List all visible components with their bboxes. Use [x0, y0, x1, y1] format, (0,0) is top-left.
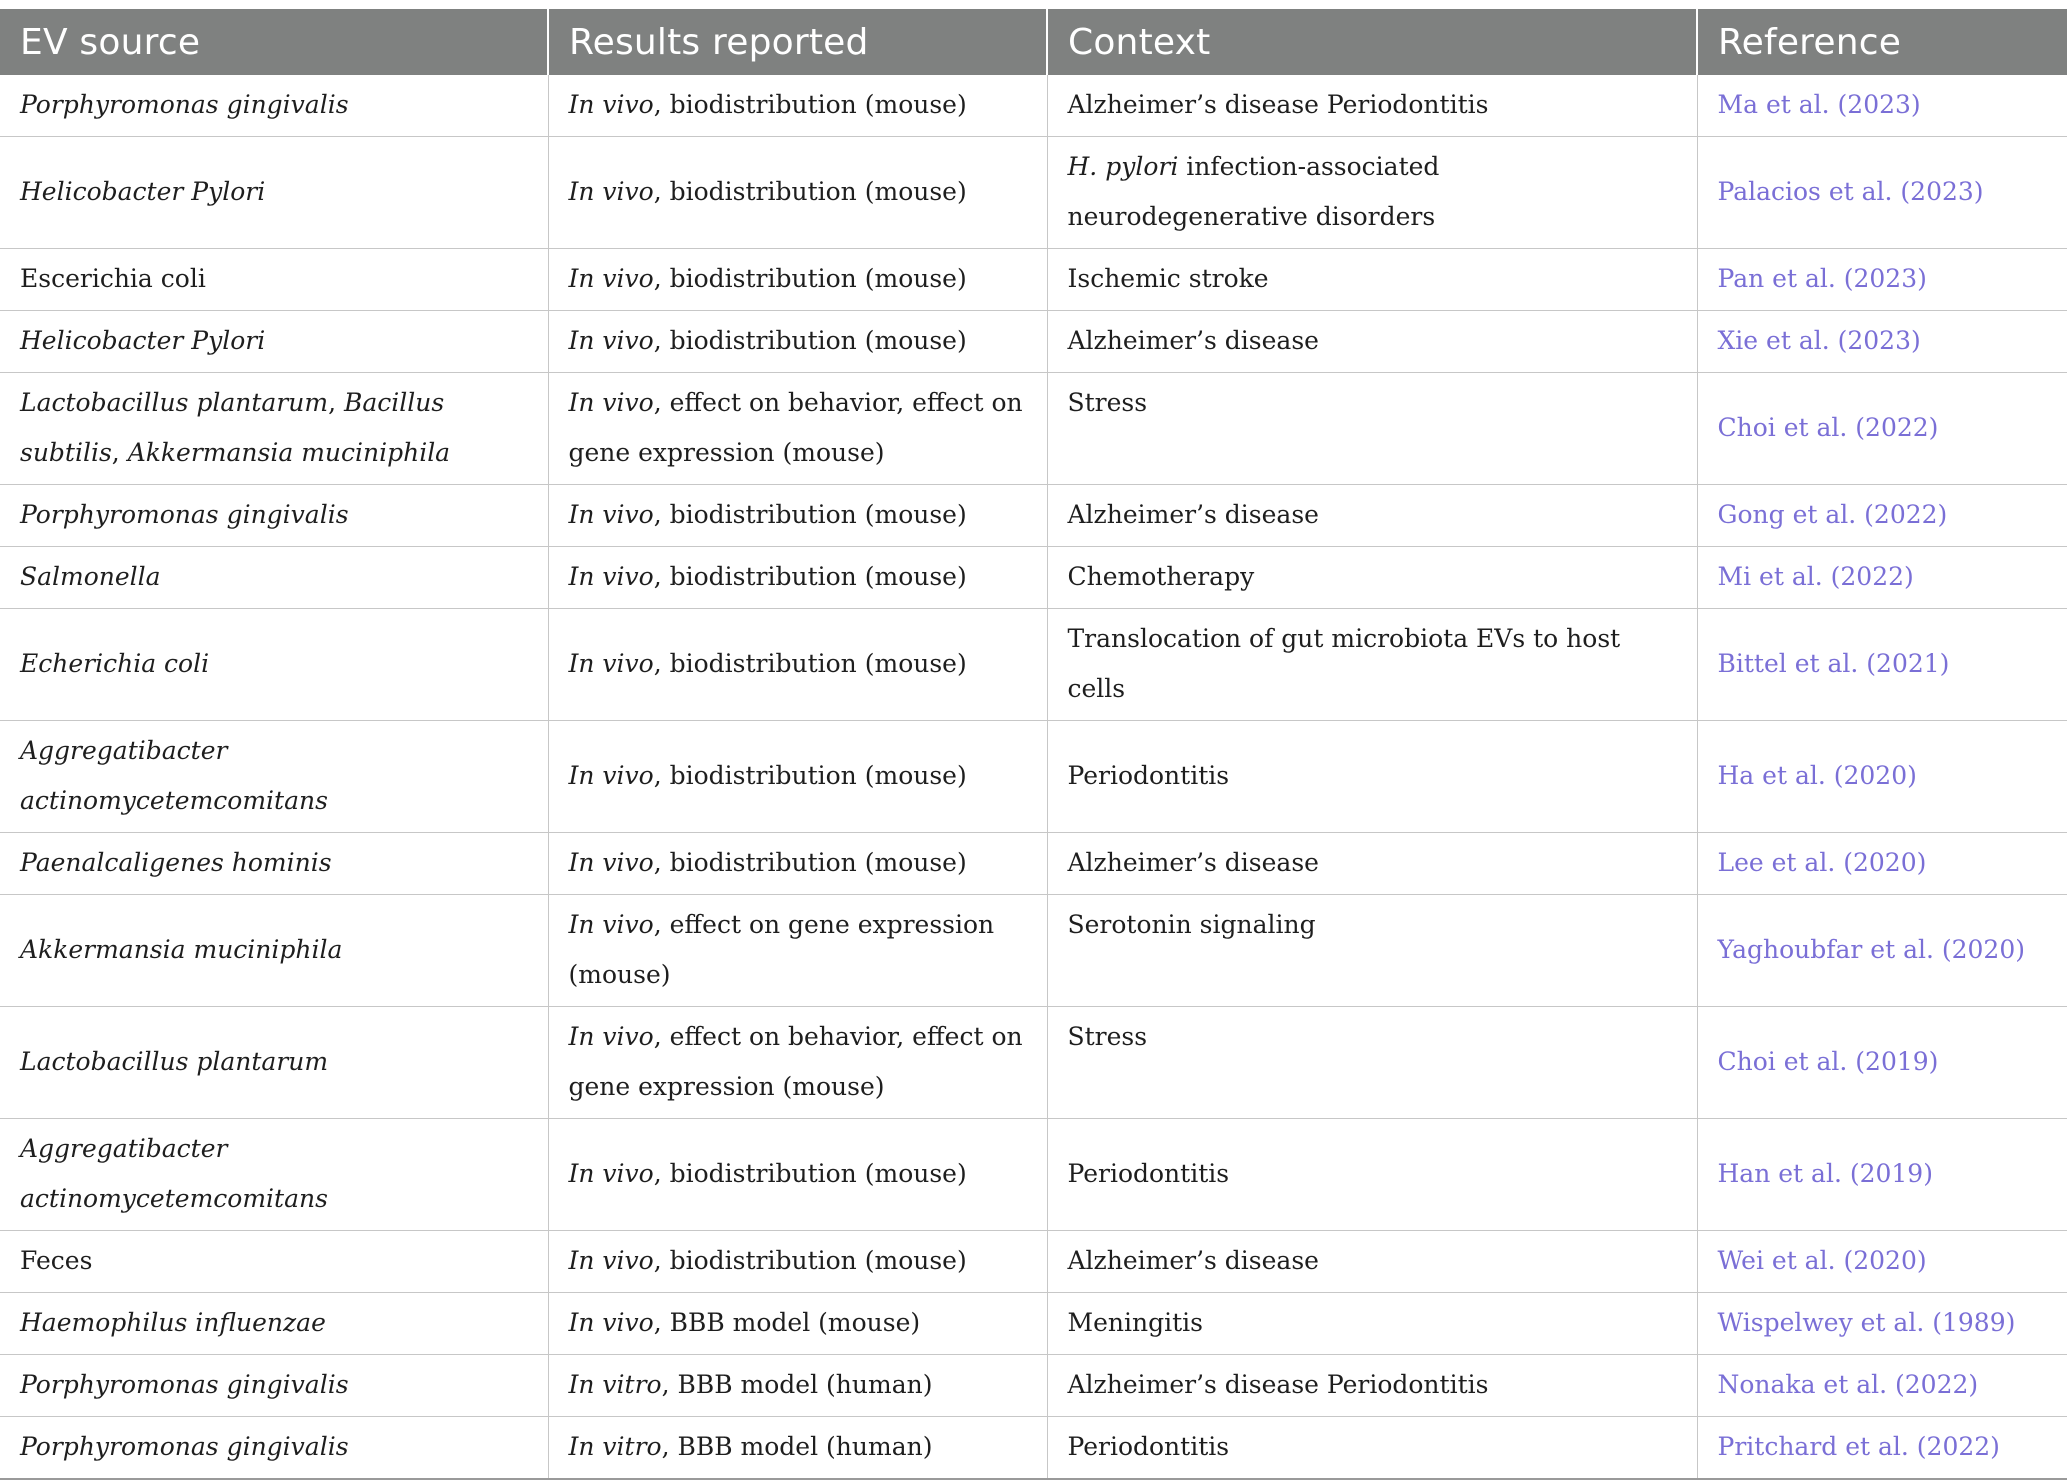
text-segment: In vivo [568, 177, 654, 206]
text-segment: In vivo [568, 264, 654, 293]
column-header-context[interactable]: Context [1047, 9, 1697, 75]
text-segment: Porphyromonas gingivalis [20, 1432, 349, 1461]
text-segment: Lactobacillus plantarum [20, 388, 329, 417]
cell-context [1047, 1417, 1697, 1480]
cell-ev-source [0, 1417, 548, 1480]
text-segment: Stress [1067, 388, 1148, 417]
header-row [0, 9, 2067, 75]
table-row [0, 1355, 2067, 1417]
text-segment: Meningitis [1067, 1308, 1203, 1337]
text-segment: , [328, 388, 344, 417]
text-segment: Alzheimer’s disease Periodontitis [1067, 90, 1489, 119]
text-segment: Porphyromonas gingivalis [20, 500, 349, 529]
table-row [0, 1007, 2067, 1119]
cell-reference [1697, 1417, 2067, 1480]
text-segment: , BBB model (human) [661, 1370, 933, 1399]
table-body [0, 75, 2067, 1479]
cell-results-reported [548, 75, 1047, 137]
text-segment: Alzheimer’s disease [1067, 326, 1319, 355]
text-segment: Porphyromonas gingivalis [20, 1370, 349, 1399]
cell-context [1047, 485, 1697, 547]
cell-ev-source [0, 609, 548, 721]
cell-results-reported [548, 485, 1047, 547]
text-segment: , biodistribution (mouse) [653, 500, 967, 529]
cell-context [1047, 547, 1697, 609]
text-segment: In vivo [568, 90, 654, 119]
reference-link[interactable]: Xie et al. (2023) [1717, 326, 1921, 355]
column-header-ev-source[interactable]: EV source [0, 9, 548, 75]
text-segment: Aggregatibacter actinomycetemcomitans [20, 1134, 328, 1213]
cell-results-reported [548, 311, 1047, 373]
cell-reference [1697, 485, 2067, 547]
reference-link[interactable]: Han et al. (2019) [1717, 1159, 1933, 1188]
cell-results-reported [548, 547, 1047, 609]
cell-ev-source [0, 311, 548, 373]
text-segment: In vivo [568, 910, 654, 939]
text-segment: Paenalcaligenes hominis [20, 848, 332, 877]
reference-link[interactable]: Yaghoubfar et al. (2020) [1717, 935, 2025, 964]
cell-context [1047, 1119, 1697, 1231]
cell-ev-source [0, 895, 548, 1007]
ev-table-container [0, 9, 2067, 1480]
table-row [0, 485, 2067, 547]
text-segment: Feces [20, 1246, 93, 1275]
cell-ev-source [0, 1231, 548, 1293]
text-segment: , biodistribution (mouse) [653, 264, 967, 293]
cell-context [1047, 1293, 1697, 1355]
cell-context [1047, 249, 1697, 311]
cell-results-reported [548, 1293, 1047, 1355]
reference-link[interactable]: Ma et al. (2023) [1717, 90, 1921, 119]
cell-results-reported [548, 137, 1047, 249]
cell-context [1047, 833, 1697, 895]
reference-link[interactable]: Choi et al. (2019) [1717, 1047, 1939, 1076]
table-row [0, 1231, 2067, 1293]
text-segment: In vivo [568, 761, 654, 790]
text-segment: Alzheimer’s disease [1067, 848, 1319, 877]
column-header-results-reported[interactable]: Results reported [548, 9, 1047, 75]
table-row [0, 547, 2067, 609]
cell-reference [1697, 609, 2067, 721]
table-row [0, 249, 2067, 311]
text-segment: , biodistribution (mouse) [653, 761, 967, 790]
table-row [0, 1293, 2067, 1355]
text-segment: In vivo [568, 388, 654, 417]
table-row [0, 833, 2067, 895]
cell-reference [1697, 1007, 2067, 1119]
text-segment: Alzheimer’s disease [1067, 1246, 1319, 1275]
reference-link[interactable]: Bittel et al. (2021) [1717, 649, 1950, 678]
text-segment: Stress [1067, 1022, 1148, 1051]
reference-link[interactable]: Ha et al. (2020) [1717, 761, 1917, 790]
text-segment: , biodistribution (mouse) [653, 326, 967, 355]
text-segment: Akkermansia muciniphila [20, 935, 343, 964]
table-row [0, 75, 2067, 137]
cell-context [1047, 1231, 1697, 1293]
text-segment: , biodistribution (mouse) [653, 90, 967, 119]
text-segment: H. pylori [1067, 152, 1179, 181]
cell-context [1047, 721, 1697, 833]
text-segment: , effect on gene expression (mouse) [568, 910, 995, 989]
text-segment: In vivo [568, 649, 654, 678]
reference-link[interactable]: Pritchard et al. (2022) [1717, 1432, 2000, 1461]
text-segment: In vitro [568, 1370, 662, 1399]
cell-ev-source [0, 1293, 548, 1355]
text-segment: , BBB model (mouse) [653, 1308, 921, 1337]
cell-results-reported [548, 895, 1047, 1007]
text-segment: Periodontitis [1067, 1159, 1230, 1188]
reference-link[interactable]: Wei et al. (2020) [1717, 1246, 1927, 1275]
text-segment: , biodistribution (mouse) [653, 848, 967, 877]
cell-results-reported [548, 1231, 1047, 1293]
text-segment: Haemophilus influenzae [20, 1308, 326, 1337]
reference-link[interactable]: Nonaka et al. (2022) [1717, 1370, 1979, 1399]
cell-context [1047, 609, 1697, 721]
ev-source-table [0, 9, 2067, 1480]
cell-results-reported [548, 249, 1047, 311]
table-row [0, 137, 2067, 249]
text-segment: In vivo [568, 500, 654, 529]
text-segment: Ischemic stroke [1067, 264, 1269, 293]
reference-link[interactable]: Gong et al. (2022) [1717, 500, 1948, 529]
reference-link[interactable]: Pan et al. (2023) [1717, 264, 1927, 293]
table-row [0, 721, 2067, 833]
text-segment: , biodistribution (mouse) [653, 1246, 967, 1275]
cell-results-reported [548, 1119, 1047, 1231]
text-segment: In vivo [568, 562, 654, 591]
cell-ev-source [0, 137, 548, 249]
cell-reference [1697, 721, 2067, 833]
table-row [0, 311, 2067, 373]
cell-reference [1697, 1119, 2067, 1231]
text-segment: Lactobacillus plantarum [20, 1047, 329, 1076]
text-segment: , [111, 438, 128, 467]
text-segment: , biodistribution (mouse) [653, 649, 967, 678]
cell-context [1047, 75, 1697, 137]
cell-ev-source [0, 833, 548, 895]
cell-reference [1697, 1231, 2067, 1293]
text-segment: , BBB model (human) [661, 1432, 933, 1461]
column-header-reference[interactable]: Reference [1697, 9, 2067, 75]
cell-context [1047, 137, 1697, 249]
text-segment: Escerichia coli [20, 264, 206, 293]
cell-ev-source [0, 373, 548, 485]
cell-ev-source [0, 1007, 548, 1119]
cell-results-reported [548, 609, 1047, 721]
cell-results-reported [548, 1355, 1047, 1417]
text-segment: infection-associated neurodegenerative disorders [1067, 152, 1440, 231]
text-segment: Serotonin signaling [1067, 910, 1316, 939]
table-row [0, 1417, 2067, 1480]
text-segment: , effect on behavior, effect on gene expression (mouse) [568, 1022, 1023, 1101]
cell-context [1047, 311, 1697, 373]
cell-results-reported [548, 1007, 1047, 1119]
text-segment: Chemotherapy [1067, 562, 1255, 591]
table-row [0, 1119, 2067, 1231]
text-segment: Porphyromonas gingivalis [20, 90, 349, 119]
text-segment: , biodistribution (mouse) [653, 1159, 967, 1188]
text-segment: In vivo [568, 1308, 654, 1337]
text-segment: Periodontitis [1067, 1432, 1230, 1461]
cell-context [1047, 373, 1697, 485]
reference-link[interactable]: Palacios et al. (2023) [1717, 177, 1984, 206]
cell-results-reported [548, 833, 1047, 895]
text-segment: Alzheimer’s disease [1067, 500, 1319, 529]
cell-reference [1697, 249, 2067, 311]
cell-context [1047, 895, 1697, 1007]
cell-reference [1697, 137, 2067, 249]
cell-results-reported [548, 721, 1047, 833]
text-segment: Echerichia coli [20, 649, 210, 678]
text-segment: Aggregatibacter actinomycetemcomitans [20, 736, 328, 815]
reference-link[interactable]: Lee et al. (2020) [1717, 848, 1927, 877]
cell-ev-source [0, 75, 548, 137]
cell-reference [1697, 311, 2067, 373]
cell-reference [1697, 833, 2067, 895]
text-segment: Salmonella [20, 562, 161, 591]
text-segment: , biodistribution (mouse) [653, 177, 967, 206]
text-segment: Helicobacter Pylori [20, 326, 266, 355]
cell-reference [1697, 1355, 2067, 1417]
text-segment: , biodistribution (mouse) [653, 562, 967, 591]
text-segment: Translocation of gut microbiota EVs to host cells [1067, 624, 1621, 703]
cell-context [1047, 1007, 1697, 1119]
text-segment: , effect on behavior, effect on gene expression (mouse) [568, 388, 1023, 467]
cell-ev-source [0, 547, 548, 609]
table-row [0, 895, 2067, 1007]
text-segment: In vivo [568, 1246, 654, 1275]
text-segment: Bacillus subtilis [20, 388, 445, 467]
cell-reference [1697, 895, 2067, 1007]
cell-ev-source [0, 721, 548, 833]
text-segment: In vitro [568, 1432, 662, 1461]
cell-reference [1697, 373, 2067, 485]
reference-link[interactable]: Choi et al. (2022) [1717, 413, 1939, 442]
cell-context [1047, 1355, 1697, 1417]
cell-ev-source [0, 485, 548, 547]
table-header [0, 9, 2067, 75]
text-segment: Helicobacter Pylori [20, 177, 266, 206]
text-segment: In vivo [568, 848, 654, 877]
cell-ev-source [0, 1119, 548, 1231]
text-segment: In vivo [568, 1022, 654, 1051]
table-row [0, 373, 2067, 485]
cell-reference [1697, 1293, 2067, 1355]
reference-link[interactable]: Wispelwey et al. (1989) [1717, 1308, 2016, 1337]
cell-reference [1697, 547, 2067, 609]
cell-results-reported [548, 1417, 1047, 1480]
text-segment: Periodontitis [1067, 761, 1230, 790]
text-segment: In vivo [568, 326, 654, 355]
text-segment: Akkermansia muciniphila [127, 438, 451, 467]
cell-ev-source [0, 249, 548, 311]
text-segment: Alzheimer’s disease Periodontitis [1067, 1370, 1489, 1399]
cell-ev-source [0, 1355, 548, 1417]
cell-results-reported [548, 373, 1047, 485]
text-segment: In vivo [568, 1159, 654, 1188]
reference-link[interactable]: Mi et al. (2022) [1717, 562, 1914, 591]
cell-reference [1697, 75, 2067, 137]
table-row [0, 609, 2067, 721]
